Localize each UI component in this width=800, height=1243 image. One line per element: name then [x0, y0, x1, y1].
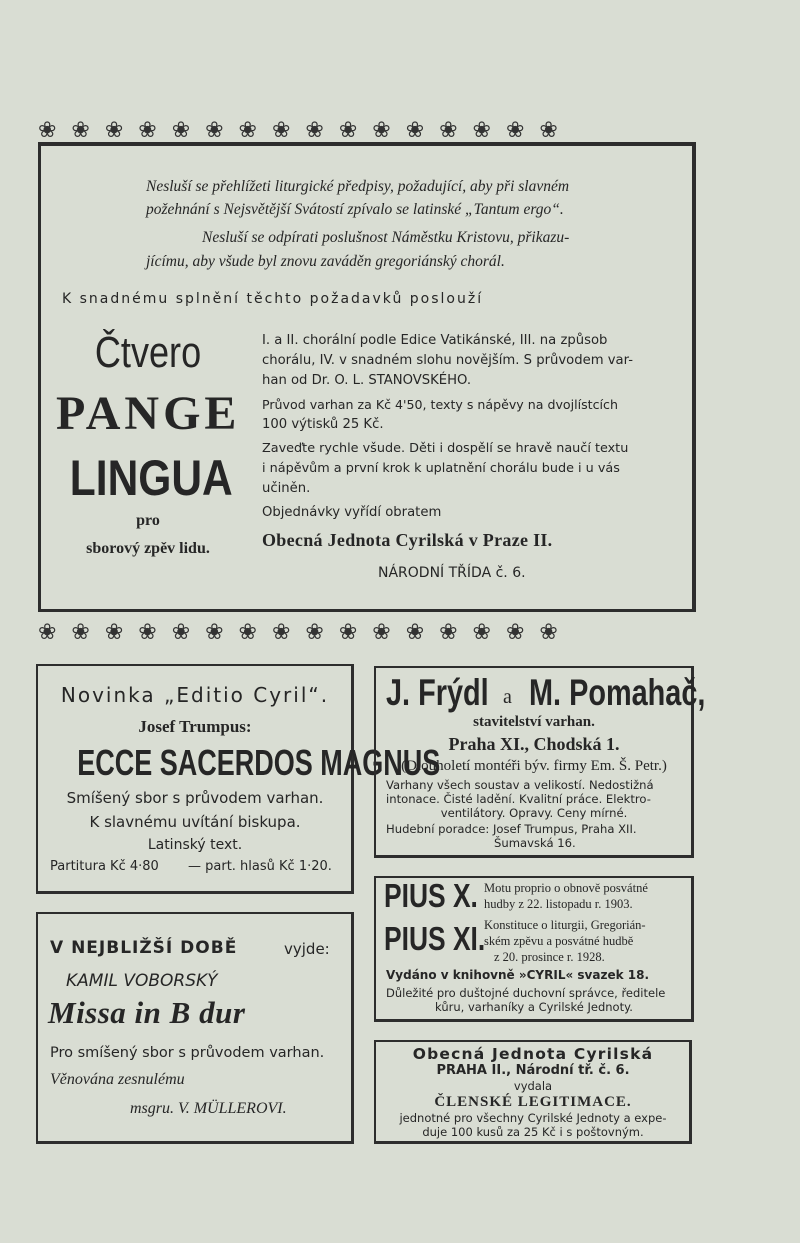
- pius-note-2: kůru, varhaníky a Cyrilské Jednoty.: [435, 1000, 633, 1014]
- novinka-author: Josef Trumpus:: [138, 717, 252, 736]
- publisher-name: Obecná Jednota Cyrilská v Praze II.: [262, 530, 553, 550]
- novinka-heading: Novinka „Editio Cyril“.: [60, 683, 330, 707]
- jednota-line-1: jednotné pro všechny Cyrilské Jednoty a expe-: [399, 1111, 667, 1125]
- title-sborovy: sborový zpěv lidu.: [86, 540, 210, 557]
- pius-x-desc-1: Motu proprio o obnově posvátné: [484, 881, 648, 895]
- frydl-desc-1: Varhany všech soustav a velikostí. Nedostižná: [386, 778, 654, 792]
- missa-line-1: Pro smíšený sbor s průvodem varhan.: [50, 1045, 325, 1061]
- jednota-line-2: duje 100 kusů za 25 Kč i s poštovným.: [422, 1125, 644, 1139]
- novinka-price-score: Partitura Kč 4·80: [50, 859, 159, 874]
- jednota-title: ČLENSKÉ LEGITIMACE.: [434, 1094, 632, 1110]
- pius-publication: Vydáno v knihovně »CYRIL« svazek 18.: [386, 968, 649, 982]
- desc-line-3: han od Dr. O. L. STANOVSKÉHO.: [262, 373, 472, 388]
- novinka-title: ECCE SACERDOS MAGNUS: [77, 742, 441, 783]
- desc-line-1: I. a II. chorální podle Edice Vatikánské, III. na způsob: [262, 333, 608, 348]
- pius-xi-desc-3: z 20. prosince r. 1928.: [494, 950, 605, 964]
- intro-line-3: Nesluší se odpírati poslušnost Náměstku Kristovu, přikazu-: [202, 229, 570, 246]
- missa-heading: V NEJBLIŽŠÍ DOBĚ: [50, 938, 238, 958]
- frydl-adviser-address: Šumavská 16.: [494, 836, 576, 850]
- ornament-border-top: ❀ ❀ ❀ ❀ ❀ ❀ ❀ ❀ ❀ ❀ ❀ ❀ ❀ ❀ ❀ ❀: [38, 118, 562, 140]
- intro-line-2: požehnání s Nejsvětější Svátostí zpívalo se latinské „Tantum ergo“.: [146, 201, 564, 218]
- ornament-border-bottom: ❀ ❀ ❀ ❀ ❀ ❀ ❀ ❀ ❀ ❀ ❀ ❀ ❀ ❀ ❀ ❀: [38, 620, 562, 642]
- missa-line-2: Věnována zesnulému: [50, 1071, 185, 1088]
- desc-line-6: Zaveďte rychle všude. Děti i dospělí se hravě naučí textu: [262, 441, 629, 456]
- jednota-vydala: vydala: [513, 1079, 553, 1093]
- missa-vyjde: vyjde:: [284, 940, 330, 958]
- frydl-title-and: a: [503, 686, 512, 708]
- desc-line-9: Objednávky vyřídí obratem: [262, 505, 442, 520]
- lead-text: K snadnému splnění těchto požadavků poslouží: [62, 291, 484, 307]
- desc-line-8: učiněn.: [262, 481, 311, 496]
- pius-note-1: Důležité pro duštojné duchovní správce, ředitele: [386, 986, 666, 1000]
- intro-line-1: Nesluší se přehlížeti liturgické předpisy, požadující, aby při slavném: [146, 178, 570, 195]
- novinka-price-parts: — part. hlasů Kč 1·20.: [188, 859, 332, 874]
- frydl-desc-3: ventilátory. Opravy. Ceny mírné.: [440, 806, 628, 820]
- frydl-paren: (Dlouholetí montéři býv. firmy Em. Š. Petr.): [401, 758, 667, 774]
- frydl-city: Praha XI., Chodská 1.: [448, 734, 620, 754]
- missa-composer: KAMIL VOBORSKÝ: [66, 971, 218, 991]
- pius-xi-desc-2: ském zpěvu a posvátné hudbě: [484, 934, 634, 948]
- intro-line-4: jícímu, aby všude byl znovu zaváděn gregoriánský chorál.: [146, 253, 505, 270]
- frydl-title-b: M. Pomahač,: [529, 672, 706, 713]
- desc-line-7: i nápěvům a první krok k uplatnění chorálu bude i u vás: [262, 461, 620, 476]
- jednota-name: Obecná Jednota Cyrilská: [412, 1045, 654, 1063]
- desc-line-2: chorálu, IV. v snadném slohu novějším. S průvodem var-: [262, 353, 633, 368]
- title-lingua: LINGUA: [69, 450, 233, 506]
- frydl-desc-2: intonace. Čisté ladění. Kvalitní práce. Elektro-: [386, 792, 651, 806]
- novinka-line-1: Smíšený sbor s průvodem varhan.: [66, 789, 324, 807]
- novinka-line-3: Latinský text.: [147, 837, 243, 853]
- title-pange: PANGE: [56, 387, 241, 440]
- missa-line-3: msgru. V. MÜLLEROVI.: [130, 1100, 287, 1117]
- publisher-address: NÁRODNÍ TŘÍDA č. 6.: [378, 565, 526, 581]
- novinka-line-2: K slavnému uvítání biskupa.: [89, 813, 301, 831]
- desc-line-4: Průvod varhan za Kč 4'50, texty s nápěvy na dvojlístcích: [262, 397, 618, 412]
- frydl-subtitle: stavitelství varhan.: [473, 714, 595, 730]
- frydl-title-a: J. Frýdl: [386, 672, 489, 713]
- frydl-adviser: Hudební poradce: Josef Trumpus, Praha XII.: [386, 822, 637, 836]
- missa-title: Missa in B dur: [48, 995, 246, 1030]
- pius-xi-desc-1: Konstituce o liturgii, Gregorián-: [484, 918, 646, 932]
- pius-x-desc-2: hudby z 22. listopadu r. 1903.: [484, 897, 633, 911]
- desc-line-5: 100 výtisků 25 Kč.: [262, 417, 384, 432]
- jednota-address: PRAHA II., Národní tř. č. 6.: [436, 1063, 630, 1078]
- pius-xi-title: PIUS XI.: [384, 920, 486, 957]
- pius-x-title: PIUS X.: [384, 877, 478, 914]
- title-pro: pro: [136, 512, 160, 529]
- title-ctvero: Čtvero: [94, 328, 202, 377]
